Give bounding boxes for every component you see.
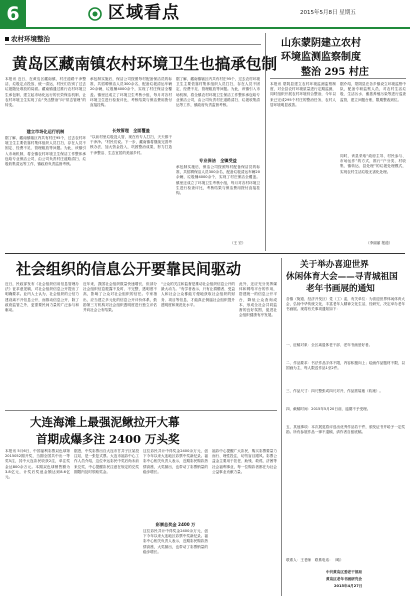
article2-headline-3: 整治 295 村庄: [301, 67, 369, 78]
article2-body3: 同时，该县采取“政府主导、村民参与、市场运作”的方式，推行“户分类、村收集、镇转运、县处理”的垃圾处理模式，实现农村生活垃圾无害化处理。: [340, 154, 406, 174]
article5-item3: 三、作品尺寸：四尺整张或四尺对开，作品需装裱（软裱）。: [286, 389, 384, 393]
article4-body3-cont: 这位彩民共计中得奖金2400余万元，创下今年以来大连地区彩票中奖新纪录。福彩中心相关负责人表示，近期彩民购彩热情高涨，大奖频出，也带动了彩票销量的稳步增长。: [143, 529, 208, 554]
article4-body3: 这位彩民共计中得奖金2400余万元，创下今年以来大连地区彩票中奖新纪录。福彩中心相关负责人表示，近期彩民购彩热情高涨，大奖频出，也带动了彩票销量的稳步增长。: [143, 449, 208, 474]
section-emblem-icon: [88, 7, 102, 21]
article1-subhead3: 专业保洁 全镇受益: [199, 158, 237, 163]
divider: [5, 410, 277, 411]
article1-lead: 本报讯 近日，在黄岛区藏南镇，村庄道路干净整洁，垃圾定点投放、统一清运，村民们告别了过去垃圾随处堆放的局面。藏南镇通过推行农村环境卫生承包制，建立起市场化运行的长效保洁机制，让农村环境卫生实现了由“突击整治”向“常态管理”的转变。: [5, 77, 86, 108]
article5-headline-3: 老年书画展的通知: [306, 284, 375, 294]
article4-subhead: 彩票总奖金 2400 万: [155, 522, 196, 527]
article5-contact: 联系人：王老师 联系电话：（略）: [286, 558, 344, 562]
article1-byline: （王 宏）: [230, 241, 246, 245]
article3-body2: 近年来，我国社会组织数量快速增长，但部分社会组织信息披露不及时、不完整，透明度不高，影响了公众对社会组织的信任。专家指出，应当建立多元化的信息公开评价体系，鼓励第三方机构对社会组织透明度进行独立评估并向社会公布结果。: [83, 282, 157, 313]
divider: [5, 44, 261, 45]
article2-body1: 本报讯 蒙阴县建立农村环境监测监察制度，对全县农村环境质量进行定期监测，同时组织开展农村环境综合整治，今年以来已完成295个村庄的整治任务，农村人居环境明显改善。: [270, 82, 336, 107]
article2-body2: 据介绍，蒙阴县在各乡镇设立环境监察中队，配备专职监察人员，对农村生活垃圾、生活污水、畜禽养殖污染等进行巡查监管，建立问题台账，限期整改到位。: [340, 82, 406, 102]
article1-headline: 黄岛区藏南镇农村环境卫生也搞承包制: [12, 54, 278, 73]
section-title: 区域看点: [108, 3, 180, 23]
article4-body1: 本报讯 5月6日，中国福利彩票双色球第2015052期开奖，当期全国共中出一等奖5注，其中大连彩民收获2注，单注奖金达800余万元。本期双色球销售额为3.8亿元，计奖后奖池金额达到8.6亿元。: [5, 449, 70, 480]
article5-item1: 一、征稿对象：全区离退休老干部、老年书画爱好者。: [286, 343, 373, 347]
article2-headline-1: 山东蒙阴建立农村: [281, 38, 361, 49]
section-rule: [5, 253, 405, 254]
article5-item2: 二、作品要求：书法作品字体不限，内容积极向上；绘画作品题材不限，以国画为主，每人限送作品1至2件。: [286, 361, 405, 371]
article5-date: 2015年4月27日: [334, 584, 363, 588]
article5-item4: 四、截稿时间：2015年5月20日前，逾期不予受理。: [286, 407, 371, 411]
article1-body1-cont: 据了解，藏南镇辖区内共有村庄95个，过去农村环境卫生主要依靠村集体组织人员打扫，存在人员不固定、经费不足、管理粗放等问题。为此，该镇引入市场机制，将全镇农村环境卫生保洁工作整体承包给专业保洁公司，由公司负责村庄道路清扫、垃圾收集清运等工作，镇政府负责监督考核。: [176, 77, 260, 108]
article4-headline-2: 首期成爆多注 2400 万头奖: [36, 432, 180, 446]
article2-byline: （李丽丽 报道）: [366, 241, 393, 245]
article3-body4: 此外，还应充分发挥媒体和网络平台的作用，搭建统一的信息公开平台，降低公众查询成本，形成全社会共同监督的良好氛围，促进社会组织健康有序发展。: [239, 282, 277, 318]
article1-subhead1: 建立市场化运行机制: [26, 129, 65, 134]
column-divider: [265, 33, 266, 251]
date-line: 2015年5月8日 星期五: [300, 10, 356, 16]
page-number: 6: [0, 0, 26, 27]
article1-body3: “以前村里垃圾没人管，现在有专人打扫，天天都干干净净。”村民们说。下一步，藏南镇将继续完善考核办法，加大资金投入，巩固整治成果，努力打造干净整洁、生态宜居的美丽乡村。: [90, 135, 172, 155]
article1-body1: 据了解，藏南镇辖区内共有村庄95个，过去农村环境卫生主要依靠村集体组织人员打扫，存在人员不固定、经费不足、管理粗放等问题。为此，该镇引入市场机制，将全镇农村环境卫生保洁工作整体承包给专业保洁公司，由公司负责村庄道路清扫、垃圾收集清运等工作，镇政府负责监督考核。: [5, 136, 86, 167]
divider: [270, 78, 406, 79]
section-tag: 农村环境整治: [5, 34, 50, 43]
article5-item5: 五、其他事项：本次展览将评选出优秀作品若干件，颁发证书并给予一定奖励。所有参展作品一律不退稿，请作者自留底稿。: [286, 425, 405, 435]
article3-body1: 近日，民政部发布《社会组织信用信息管理办法》征求意见稿，对社会组织信息公开提出了明确要求。业内人士认为，社会组织的公信力建设离不开信息公开，而推动信息公开，除了政府监管之外，更需要民间力量的广泛参与和驱动。: [5, 282, 79, 313]
article1-subhead2: 长效管理 全面覆盖: [112, 128, 150, 133]
article3-body3: “公众的关注和监督是推动社会组织信息公开的最大动力。”有学者表示，只有让捐赠者、受益人和社会公众都能方便地获取社会组织的财务、项目等信息，才能真正倒逼社会组织提升透明度和规范化水平。: [161, 282, 235, 307]
article5-headline-2: 休闲体育大会——寻青城祖国: [286, 272, 398, 282]
article5-body1: 各镇（街道、经济开发区）党（工）委，有关单位：为喜迎世界休闲体育大会，弘扬中华传统文化，丰富老年人精神文化生活，经研究，决定举办老年书画展。现将有关事项通知如下：: [286, 297, 405, 312]
article4-body2: 据悉，中奖彩票出自大连市甘井子区某投注站，是一张复式票。大连市福彩中心工作人员介绍，这位幸运彩民中奖后尚未前来兑奖，中心提醒彩民注意在规定的兑奖期限内及时领取奖金。: [74, 449, 139, 474]
article1-body2-cont: 承包制实施后，保洁公司按照每村配备保洁员的标准，共招聘保洁人员300余名，配备垃圾清运车辆20余辆，垃圾桶4000余个，实现了村庄保洁全覆盖。镇里还成立了环境卫生考核小组，每月对各村环境卫生进行检查评比，考核结果与保洁费用拨付直接挂钩。: [176, 165, 260, 196]
article5-headline-1: 关于举办喜迎世界: [300, 260, 369, 270]
header-rule: [0, 27, 410, 29]
article4-headline-1: 大连海滩上最强泥鳅拉开大幕: [30, 415, 180, 429]
article5-signature-2: 黄岛区老年书画研究会: [326, 577, 362, 581]
article5-signature-1: 中共黄岛区委老干部局: [326, 570, 362, 574]
column-divider: [281, 258, 282, 596]
article3-headline: 社会组织的信息公开要靠民间驱动: [16, 260, 242, 278]
article1-body2: 承包制实施后，保洁公司按照每村配备保洁员的标准，共招聘保洁人员300余名，配备垃圾清运车辆20余辆，垃圾桶4000余个，实现了村庄保洁全覆盖。镇里还成立了环境卫生考核小组，每月对各村环境卫生进行检查评比，考核结果与保洁费用拨付直接挂钩。: [90, 77, 172, 108]
article4-body4: 福彩中心提醒广大彩民，购买彩票要量力而行、理性投注，切勿盲目跟风。彩票公益金主要用于扶老、助残、救孤、济困等社会福利事业，每一位购彩者都在为社会公益事业贡献力量。: [212, 449, 277, 474]
article2-headline-2: 环境监测监察制度: [281, 52, 361, 63]
